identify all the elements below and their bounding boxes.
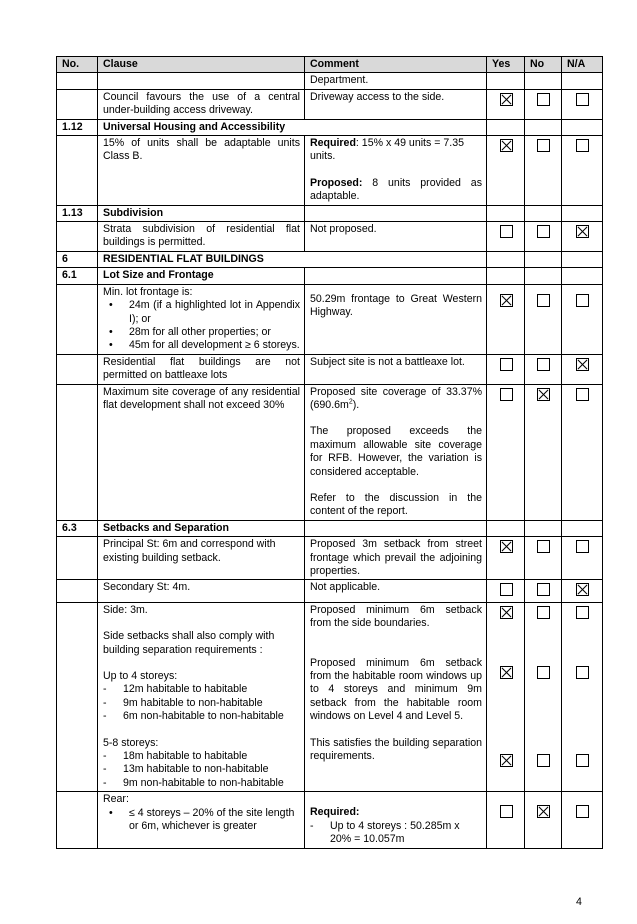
list-item: • 45m for all development ≥ 6 storeys.: [123, 339, 300, 352]
comment-cell: Not proposed.: [305, 222, 487, 252]
table-row: [57, 602, 603, 791]
comment-cell: Proposed site coverage of 33.37% $(690.6m^2)$. The proposed exceeds the maximum allowable site coverage for RFB. However, the variation is considered acceptable. Refer to the discussion in the content of the report.: [305, 384, 487, 520]
yes-checkbox[interactable]: [500, 139, 513, 152]
na-checkbox[interactable]: [576, 139, 589, 152]
header-clause: Clause: [98, 57, 305, 73]
yes-checkbox[interactable]: [500, 388, 513, 401]
no-checkbox[interactable]: [537, 583, 550, 596]
table-row: [57, 136, 603, 206]
yes-checkbox[interactable]: [500, 606, 513, 619]
na-checkbox[interactable]: [576, 754, 589, 767]
table-row: [57, 89, 603, 119]
clause-cell: 15% of units shall be adaptable units Class B.: [98, 136, 305, 206]
header-no: No.: [57, 57, 98, 73]
table-row: [57, 284, 603, 354]
yes-checkbox[interactable]: [500, 666, 513, 679]
na-checkbox[interactable]: [576, 666, 589, 679]
section-title: RESIDENTIAL FLAT BUILDINGS: [98, 251, 487, 267]
comment-cell: Subject site is not a battleaxe lot.: [305, 354, 487, 384]
comment-cell: 50.29m frontage to Great Western Highway.: [305, 284, 487, 354]
table-row: [57, 537, 603, 580]
no-checkbox[interactable]: [537, 606, 550, 619]
clause-cell: Min. lot frontage is: • 24m (if a highlighted lot in Appendix I); or • 28m for all other properties; or • 45m for all development ≥ 6 storeys.: [98, 284, 305, 354]
table-row: [57, 73, 603, 89]
comment-cell: Proposed minimum 6m setback from the side boundaries. Proposed minimum 6m setback from the habitable room windows up to 4 storeys and minimum 9m setback from the habitable room windows on Level 4 and Level 5. This satisfies the building separation requirements.: [305, 602, 487, 791]
table-row: [57, 384, 603, 520]
clause-cell: Strata subdivision of residential flat buildings is permitted.: [98, 222, 305, 252]
comment-cell: Proposed 3m setback from street frontage which prevail the adjoining properties.: [305, 537, 487, 580]
na-checkbox[interactable]: [576, 540, 589, 553]
section-title: Subdivision: [98, 205, 305, 221]
list-item: • ≤ 4 storeys – 20% of the site length or 6m, whichever is greater: [123, 807, 300, 834]
list-item: - 9m habitable to non-habitable: [123, 697, 300, 710]
page-number: 4: [576, 896, 582, 908]
table-row: [57, 792, 603, 848]
no-checkbox[interactable]: [537, 805, 550, 818]
clause-cell: Residential flat buildings are not permitted on battleaxe lots: [98, 354, 305, 384]
na-checkbox[interactable]: [576, 294, 589, 307]
clause-cell: Maximum site coverage of any residential flat development shall not exceed 30%: [98, 384, 305, 520]
yes-checkbox[interactable]: [500, 805, 513, 818]
header-no-col: No: [525, 57, 562, 73]
yes-checkbox[interactable]: [500, 93, 513, 106]
section-row: [57, 268, 603, 284]
clause-cell: Council favours the use of a central under-building access driveway.: [98, 89, 305, 119]
no-checkbox[interactable]: [537, 666, 550, 679]
yes-checkbox[interactable]: [500, 225, 513, 238]
yes-checkbox[interactable]: [500, 358, 513, 371]
na-checkbox[interactable]: [576, 93, 589, 106]
no-checkbox[interactable]: [537, 225, 550, 238]
section-number: 6.3: [57, 520, 98, 536]
section-row: [57, 251, 603, 267]
clause-cell: Side: 3m. Side setbacks shall also comply with building separation requirements : Up to 4 storeys: - 12m habitable to habitable - 9m habitable to non-habitable - 6m non-habitable to non-habitable 5-8 storeys: - 18m habitable to habitable - 13m habitable to non-habitable - 9m non-habitable to non-habitable: [98, 602, 305, 791]
section-title: Setbacks and Separation: [98, 520, 305, 536]
na-checkbox[interactable]: [576, 805, 589, 818]
section-title: Universal Housing and Accessibility: [98, 119, 487, 135]
list-item: • 28m for all other properties; or: [123, 326, 300, 339]
comment-cell: Required: - Up to 4 storeys : 50.285m x 20% = 10.057m: [305, 792, 487, 848]
list-item: - 12m habitable to habitable: [123, 683, 300, 696]
na-checkbox[interactable]: [576, 358, 589, 371]
section-number: 6.1: [57, 268, 98, 284]
section-title: Lot Size and Frontage: [98, 268, 305, 284]
na-checkbox[interactable]: [576, 583, 589, 596]
section-row: [57, 119, 603, 135]
header-yes: Yes: [487, 57, 525, 73]
list-item: - Up to 4 storeys : 50.285m x 20% = 10.057m: [330, 820, 482, 847]
header-na: N/A: [562, 57, 603, 73]
clause-cell: Principal St: 6m and correspond with existing building setback.: [98, 537, 305, 580]
table-row: [57, 580, 603, 602]
list-item: • 24m (if a highlighted lot in Appendix I); or: [123, 299, 300, 326]
section-row: [57, 520, 603, 536]
clause-cell: Secondary St: 4m.: [98, 580, 305, 602]
section-number: 1.13: [57, 205, 98, 221]
no-checkbox[interactable]: [537, 139, 550, 152]
table-header-row: [57, 57, 603, 73]
section-row: [57, 205, 603, 221]
comment-cell: Driveway access to the side.: [305, 89, 487, 119]
na-checkbox[interactable]: [576, 225, 589, 238]
no-checkbox[interactable]: [537, 388, 550, 401]
compliance-table: [56, 56, 603, 849]
list-item: - 9m non-habitable to non-habitable: [123, 777, 300, 790]
no-checkbox[interactable]: [537, 294, 550, 307]
table-row: [57, 222, 603, 252]
header-comment: Comment: [305, 57, 487, 73]
no-checkbox[interactable]: [537, 93, 550, 106]
clause-cell: Rear: • ≤ 4 storeys – 20% of the site length or 6m, whichever is greater: [98, 792, 305, 848]
yes-checkbox[interactable]: [500, 583, 513, 596]
comment-cell: Not applicable.: [305, 580, 487, 602]
yes-checkbox[interactable]: [500, 754, 513, 767]
no-checkbox[interactable]: [537, 540, 550, 553]
comment-cell: Required: 15% x 49 units = 7.35 units. Proposed: 8 units provided as adaptable.: [305, 136, 487, 206]
comment-cell: Department.: [305, 73, 487, 89]
section-number: 1.12: [57, 119, 98, 135]
section-number: 6: [57, 251, 98, 267]
no-checkbox[interactable]: [537, 754, 550, 767]
na-checkbox[interactable]: [576, 388, 589, 401]
list-item: - 13m habitable to non-habitable: [123, 763, 300, 776]
list-item: - 6m non-habitable to non-habitable: [123, 710, 300, 723]
no-checkbox[interactable]: [537, 358, 550, 371]
na-checkbox[interactable]: [576, 606, 589, 619]
yes-checkbox[interactable]: [500, 294, 513, 307]
list-item: - 18m habitable to habitable: [123, 750, 300, 763]
table-row: [57, 354, 603, 384]
yes-checkbox[interactable]: [500, 540, 513, 553]
